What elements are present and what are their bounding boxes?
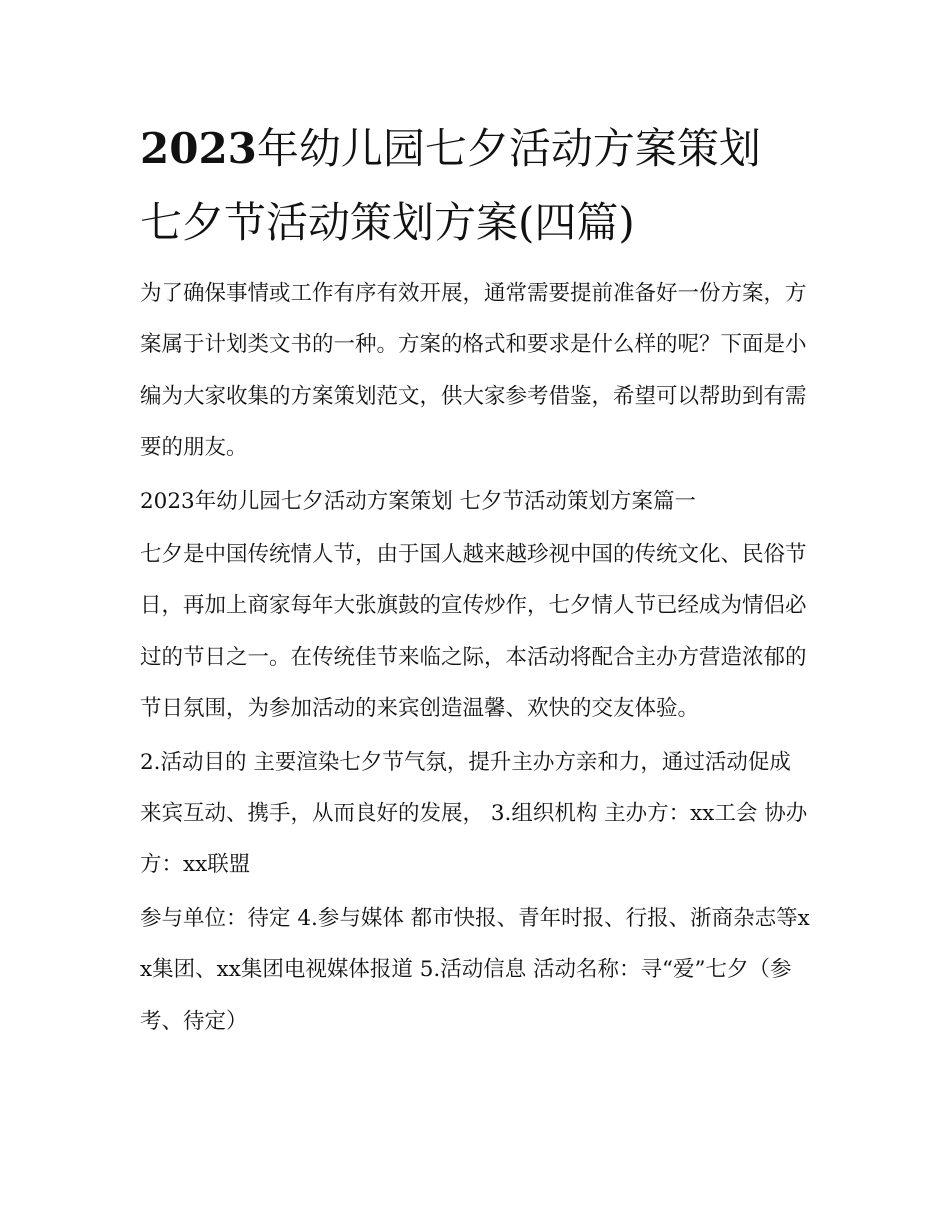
title-year: 2023	[140, 124, 257, 173]
section-heading: 2023年幼儿园七夕活动方案策划 七夕节活动策划方案篇一	[140, 488, 697, 514]
participants-paragraph: 参与单位：待定 4.参与媒体 都市快报、青年时报、行报、浙商杂志等xx集团、xx集团电视媒体报道 5.活动信息 活动名称：寻“爱”七夕（参考、待定）	[140, 905, 810, 1034]
background-paragraph: 七夕是中国传统情人节，由于国人越来越珍视中国的传统文化、民俗节日，再加上商家每年大张旗鼓的宣传炒作，七夕情人节已经成为情侣必过的节日之一。在传统佳节来临之际，本活动将配合主办方营造浓郁的节日氛围，为参加活动的来宾创造温馨、欢快的交友体验。	[140, 542, 807, 722]
purpose-paragraph: 2.活动目的 主要渲染七夕节气氛，提升主办方亲和力，通过活动促成来宾互动、携手，从而良好的发展， 3.组织机构 主办方：xx工会 协办方：xx联盟	[140, 749, 808, 878]
intro-paragraph: 为了确保事情或工作有序有效开展，通常需要提前准备好一份方案，方案属于计划类文书的一种。方案的格式和要求是什么样的呢？下面是小编为大家收集的方案策划范文，供大家参考借鉴，希望可以帮助到有需要的朋友。	[140, 281, 807, 461]
document-title	[140, 112, 812, 260]
title-text: 年幼儿园七夕活动方案策划 七夕节活动策划方案(四篇)	[140, 124, 761, 247]
document-page	[140, 112, 812, 1049]
